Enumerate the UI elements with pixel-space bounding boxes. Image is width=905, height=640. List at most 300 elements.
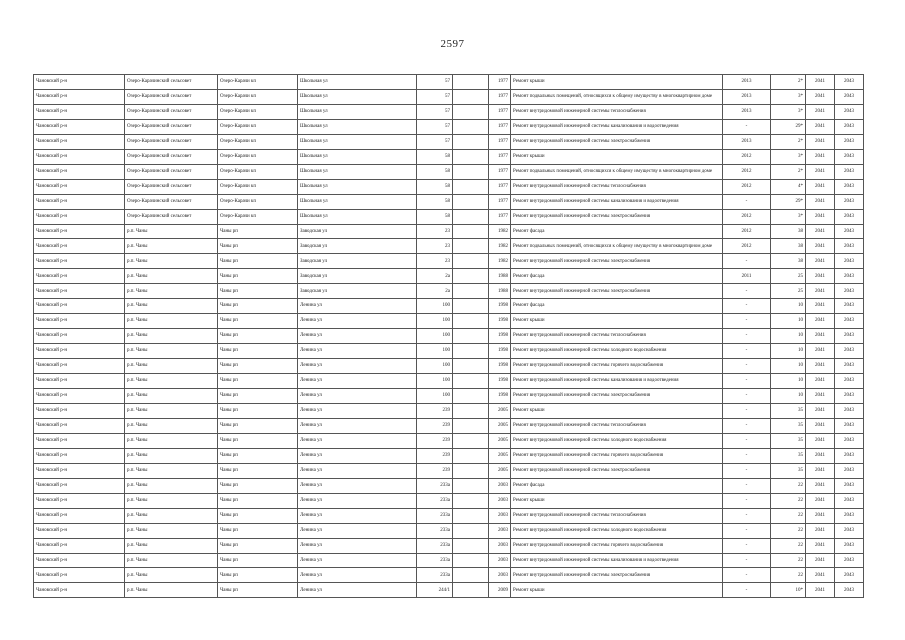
house-number-cell: 100	[417, 299, 453, 314]
house-number-cell: 2a	[417, 284, 453, 299]
building-cell	[453, 299, 489, 314]
build-year-cell: 1977	[489, 194, 511, 209]
last-repair-year-cell: -	[723, 508, 771, 523]
district-cell: Чановский р-н	[34, 418, 125, 433]
municipality-cell: р.п. Чаны	[125, 508, 218, 523]
table-row	[34, 299, 864, 314]
last-repair-year-cell: -	[723, 448, 771, 463]
plan-start-cell: 2041	[806, 478, 835, 493]
district-cell: Чановский р-н	[34, 583, 125, 598]
plan-start-cell: 2041	[806, 104, 835, 119]
plan-start-cell: 2041	[806, 344, 835, 359]
building-cell	[453, 179, 489, 194]
build-year-cell: 2003	[489, 553, 511, 568]
municipality-cell: р.п. Чаны	[125, 493, 218, 508]
locality-cell: Озеро-Карачи кп	[218, 179, 298, 194]
wear-cell: 22	[771, 523, 806, 538]
locality-cell: Чаны рп	[218, 583, 298, 598]
work-type-cell: Ремонт внутридомовой инженерной системы электроснабжения	[511, 568, 723, 583]
table-row	[34, 448, 864, 463]
plan-end-cell: 2043	[835, 359, 864, 374]
locality-cell: Озеро-Карачи кп	[218, 75, 298, 90]
plan-end-cell: 2043	[835, 463, 864, 478]
house-number-cell: 239	[417, 418, 453, 433]
last-repair-year-cell: -	[723, 478, 771, 493]
house-number-cell: 100	[417, 329, 453, 344]
last-repair-year-cell: -	[723, 523, 771, 538]
plan-end-cell: 2043	[835, 209, 864, 224]
street-cell: Школьная ул	[298, 209, 417, 224]
work-type-cell: Ремонт крыши	[511, 314, 723, 329]
locality-cell: Чаны рп	[218, 403, 298, 418]
building-cell	[453, 134, 489, 149]
plan-start-cell: 2041	[806, 119, 835, 134]
locality-cell: Чаны рп	[218, 224, 298, 239]
locality-cell: Чаны рп	[218, 329, 298, 344]
locality-cell: Чаны рп	[218, 254, 298, 269]
street-cell: Ленина ул	[298, 374, 417, 389]
building-cell	[453, 433, 489, 448]
plan-end-cell: 2043	[835, 164, 864, 179]
plan-end-cell: 2043	[835, 224, 864, 239]
build-year-cell: 1977	[489, 75, 511, 90]
work-type-cell: Ремонт внутридомовой инженерной системы горячего водоснабжения	[511, 538, 723, 553]
house-number-cell: 233а	[417, 478, 453, 493]
building-cell	[453, 359, 489, 374]
district-cell: Чановский р-н	[34, 224, 125, 239]
table-row	[34, 254, 864, 269]
building-cell	[453, 403, 489, 418]
last-repair-year-cell: -	[723, 194, 771, 209]
plan-start-cell: 2041	[806, 553, 835, 568]
table-row	[34, 224, 864, 239]
page-number: 2597	[440, 38, 465, 50]
district-cell: Чановский р-н	[34, 239, 125, 254]
table-row	[34, 344, 864, 359]
plan-end-cell: 2043	[835, 179, 864, 194]
district-cell: Чановский р-н	[34, 254, 125, 269]
locality-cell: Озеро-Карачи кп	[218, 209, 298, 224]
table-row	[34, 389, 864, 404]
building-cell	[453, 448, 489, 463]
municipality-cell: р.п. Чаны	[125, 403, 218, 418]
work-type-cell: Ремонт крыши	[511, 149, 723, 164]
district-cell: Чановский р-н	[34, 329, 125, 344]
house-number-cell: 239	[417, 448, 453, 463]
build-year-cell: 1998	[489, 374, 511, 389]
table-row	[34, 75, 864, 90]
build-year-cell: 1998	[489, 389, 511, 404]
plan-start-cell: 2041	[806, 583, 835, 598]
locality-cell: Чаны рп	[218, 433, 298, 448]
table-row	[34, 149, 864, 164]
locality-cell: Озеро-Карачи кп	[218, 119, 298, 134]
table-body	[34, 75, 864, 598]
district-cell: Чановский р-н	[34, 269, 125, 284]
last-repair-year-cell: -	[723, 493, 771, 508]
district-cell: Чановский р-н	[34, 134, 125, 149]
street-cell: Ленина ул	[298, 508, 417, 523]
street-cell: Ленина ул	[298, 523, 417, 538]
wear-cell: 22	[771, 478, 806, 493]
wear-cell: 10	[771, 299, 806, 314]
plan-end-cell: 2043	[835, 134, 864, 149]
wear-cell: 29*	[771, 119, 806, 134]
table-row	[34, 583, 864, 598]
table-row	[34, 239, 864, 254]
build-year-cell: 2009	[489, 583, 511, 598]
last-repair-year-cell: -	[723, 568, 771, 583]
plan-start-cell: 2041	[806, 254, 835, 269]
locality-cell: Чаны рп	[218, 448, 298, 463]
table-row	[34, 209, 864, 224]
district-cell: Чановский р-н	[34, 284, 125, 299]
building-cell	[453, 254, 489, 269]
plan-end-cell: 2043	[835, 523, 864, 538]
district-cell: Чановский р-н	[34, 194, 125, 209]
street-cell: Ленина ул	[298, 568, 417, 583]
wear-cell: 4*	[771, 179, 806, 194]
build-year-cell: 2005	[489, 463, 511, 478]
house-number-cell: 244/1	[417, 583, 453, 598]
plan-end-cell: 2043	[835, 403, 864, 418]
last-repair-year-cell: 2012	[723, 224, 771, 239]
street-cell: Школьная ул	[298, 89, 417, 104]
plan-start-cell: 2041	[806, 75, 835, 90]
build-year-cell: 2005	[489, 433, 511, 448]
house-number-cell: 23	[417, 254, 453, 269]
district-cell: Чановский р-н	[34, 344, 125, 359]
build-year-cell: 2003	[489, 493, 511, 508]
build-year-cell: 1977	[489, 104, 511, 119]
wear-cell: 22	[771, 568, 806, 583]
plan-start-cell: 2041	[806, 239, 835, 254]
locality-cell: Чаны рп	[218, 269, 298, 284]
plan-end-cell: 2043	[835, 374, 864, 389]
work-type-cell: Ремонт внутридомовой инженерной системы теплоснабжения	[511, 418, 723, 433]
locality-cell: Чаны рп	[218, 418, 298, 433]
street-cell: Школьная ул	[298, 75, 417, 90]
district-cell: Чановский р-н	[34, 538, 125, 553]
street-cell: Ленина ул	[298, 448, 417, 463]
building-cell	[453, 583, 489, 598]
district-cell: Чановский р-н	[34, 463, 125, 478]
locality-cell: Чаны рп	[218, 553, 298, 568]
last-repair-year-cell: 2013	[723, 134, 771, 149]
last-repair-year-cell: -	[723, 433, 771, 448]
district-cell: Чановский р-н	[34, 433, 125, 448]
house-number-cell: 239	[417, 463, 453, 478]
last-repair-year-cell: -	[723, 403, 771, 418]
plan-end-cell: 2043	[835, 269, 864, 284]
build-year-cell: 1977	[489, 89, 511, 104]
street-cell: Ленина ул	[298, 478, 417, 493]
build-year-cell: 2003	[489, 508, 511, 523]
table-row	[34, 119, 864, 134]
locality-cell: Озеро-Карачи кп	[218, 89, 298, 104]
house-number-cell: 23	[417, 239, 453, 254]
work-type-cell: Ремонт внутридомовой инженерной системы канализования и водоотведения	[511, 194, 723, 209]
wear-cell: 22	[771, 538, 806, 553]
locality-cell: Чаны рп	[218, 493, 298, 508]
plan-start-cell: 2041	[806, 224, 835, 239]
street-cell: Ленина ул	[298, 359, 417, 374]
work-type-cell: Ремонт фасада	[511, 269, 723, 284]
wear-cell: 29*	[771, 194, 806, 209]
street-cell: Ленина ул	[298, 403, 417, 418]
street-cell: Ленина ул	[298, 538, 417, 553]
municipality-cell: р.п. Чаны	[125, 568, 218, 583]
locality-cell: Чаны рп	[218, 478, 298, 493]
plan-start-cell: 2041	[806, 329, 835, 344]
building-cell	[453, 119, 489, 134]
plan-start-cell: 2041	[806, 433, 835, 448]
table-row	[34, 568, 864, 583]
repair-schedule-table	[33, 74, 864, 598]
table-row	[34, 523, 864, 538]
work-type-cell: Ремонт внутридомовой инженерной системы электроснабжения	[511, 254, 723, 269]
last-repair-year-cell: 2011	[723, 269, 771, 284]
wear-cell: 38	[771, 239, 806, 254]
district-cell: Чановский р-н	[34, 553, 125, 568]
municipality-cell: Озеро-Карачинский сельсовет	[125, 104, 218, 119]
municipality-cell: Озеро-Карачинский сельсовет	[125, 179, 218, 194]
wear-cell: 35	[771, 403, 806, 418]
wear-cell: 25	[771, 269, 806, 284]
table-row	[34, 329, 864, 344]
street-cell: Ленина ул	[298, 344, 417, 359]
street-cell: Ленина ул	[298, 314, 417, 329]
street-cell: Заводская ул	[298, 284, 417, 299]
house-number-cell: 100	[417, 314, 453, 329]
locality-cell: Чаны рп	[218, 374, 298, 389]
plan-start-cell: 2041	[806, 179, 835, 194]
build-year-cell: 1998	[489, 329, 511, 344]
municipality-cell: р.п. Чаны	[125, 433, 218, 448]
street-cell: Ленина ул	[298, 418, 417, 433]
municipality-cell: р.п. Чаны	[125, 553, 218, 568]
house-number-cell: 58	[417, 209, 453, 224]
plan-start-cell: 2041	[806, 403, 835, 418]
building-cell	[453, 209, 489, 224]
build-year-cell: 1977	[489, 164, 511, 179]
district-cell: Чановский р-н	[34, 209, 125, 224]
building-cell	[453, 75, 489, 90]
house-number-cell: 58	[417, 164, 453, 179]
municipality-cell: р.п. Чаны	[125, 359, 218, 374]
build-year-cell: 1988	[489, 284, 511, 299]
wear-cell: 2*	[771, 164, 806, 179]
work-type-cell: Ремонт крыши	[511, 493, 723, 508]
municipality-cell: р.п. Чаны	[125, 239, 218, 254]
municipality-cell: р.п. Чаны	[125, 299, 218, 314]
plan-start-cell: 2041	[806, 374, 835, 389]
house-number-cell: 57	[417, 119, 453, 134]
municipality-cell: Озеро-Карачинский сельсовет	[125, 164, 218, 179]
wear-cell: 25	[771, 284, 806, 299]
locality-cell: Чаны рп	[218, 314, 298, 329]
plan-start-cell: 2041	[806, 209, 835, 224]
building-cell	[453, 314, 489, 329]
work-type-cell: Ремонт внутридомовой инженерной системы теплоснабжения	[511, 104, 723, 119]
locality-cell: Озеро-Карачи кп	[218, 134, 298, 149]
street-cell: Заводская ул	[298, 269, 417, 284]
district-cell: Чановский р-н	[34, 478, 125, 493]
district-cell: Чановский р-н	[34, 359, 125, 374]
house-number-cell: 100	[417, 344, 453, 359]
municipality-cell: р.п. Чаны	[125, 448, 218, 463]
build-year-cell: 1977	[489, 149, 511, 164]
work-type-cell: Ремонт внутридомовой инженерной системы теплоснабжения	[511, 179, 723, 194]
municipality-cell: р.п. Чаны	[125, 583, 218, 598]
last-repair-year-cell: 2013	[723, 89, 771, 104]
municipality-cell: Озеро-Карачинский сельсовет	[125, 75, 218, 90]
wear-cell: 10	[771, 359, 806, 374]
street-cell: Школьная ул	[298, 179, 417, 194]
plan-start-cell: 2041	[806, 523, 835, 538]
last-repair-year-cell: -	[723, 374, 771, 389]
table-row	[34, 553, 864, 568]
plan-end-cell: 2043	[835, 329, 864, 344]
work-type-cell: Ремонт внутридомовой инженерной системы канализования и водоотведения	[511, 119, 723, 134]
wear-cell: 10	[771, 374, 806, 389]
wear-cell: 10	[771, 329, 806, 344]
building-cell	[453, 418, 489, 433]
municipality-cell: р.п. Чаны	[125, 523, 218, 538]
plan-end-cell: 2043	[835, 553, 864, 568]
building-cell	[453, 538, 489, 553]
table-row	[34, 314, 864, 329]
wear-cell: 35	[771, 463, 806, 478]
build-year-cell: 2003	[489, 523, 511, 538]
house-number-cell: 58	[417, 194, 453, 209]
locality-cell: Чаны рп	[218, 568, 298, 583]
plan-end-cell: 2043	[835, 478, 864, 493]
build-year-cell: 1998	[489, 359, 511, 374]
wear-cell: 3*	[771, 209, 806, 224]
last-repair-year-cell: -	[723, 538, 771, 553]
last-repair-year-cell: -	[723, 314, 771, 329]
plan-end-cell: 2043	[835, 344, 864, 359]
municipality-cell: р.п. Чаны	[125, 329, 218, 344]
work-type-cell: Ремонт внутридомовой инженерной системы электроснабжения	[511, 389, 723, 404]
plan-end-cell: 2043	[835, 508, 864, 523]
house-number-cell: 23	[417, 224, 453, 239]
last-repair-year-cell: -	[723, 329, 771, 344]
plan-start-cell: 2041	[806, 269, 835, 284]
plan-end-cell: 2043	[835, 104, 864, 119]
work-type-cell: Ремонт внутридомовой инженерной системы холодного водоснабжения	[511, 433, 723, 448]
work-type-cell: Ремонт внутридомовой инженерной системы теплоснабжения	[511, 329, 723, 344]
plan-end-cell: 2043	[835, 583, 864, 598]
locality-cell: Чаны рп	[218, 359, 298, 374]
plan-end-cell: 2043	[835, 314, 864, 329]
work-type-cell: Ремонт фасада	[511, 224, 723, 239]
plan-end-cell: 2043	[835, 75, 864, 90]
street-cell: Ленина ул	[298, 553, 417, 568]
building-cell	[453, 568, 489, 583]
locality-cell: Чаны рп	[218, 508, 298, 523]
street-cell: Ленина ул	[298, 493, 417, 508]
plan-end-cell: 2043	[835, 284, 864, 299]
locality-cell: Чаны рп	[218, 284, 298, 299]
work-type-cell: Ремонт подвальных помещений, относящихся к общему имуществу в многоквартирном доме	[511, 239, 723, 254]
wear-cell: 10	[771, 389, 806, 404]
table-row	[34, 134, 864, 149]
build-year-cell: 1977	[489, 119, 511, 134]
plan-start-cell: 2041	[806, 194, 835, 209]
building-cell	[453, 553, 489, 568]
wear-cell: 10	[771, 314, 806, 329]
building-cell	[453, 104, 489, 119]
wear-cell: 22	[771, 493, 806, 508]
house-number-cell: 100	[417, 359, 453, 374]
work-type-cell: Ремонт внутридомовой инженерной системы горячего водоснабжения	[511, 359, 723, 374]
district-cell: Чановский р-н	[34, 149, 125, 164]
plan-end-cell: 2043	[835, 119, 864, 134]
work-type-cell: Ремонт крыши	[511, 403, 723, 418]
build-year-cell: 1982	[489, 254, 511, 269]
house-number-cell: 57	[417, 134, 453, 149]
work-type-cell: Ремонт внутридомовой инженерной системы электроснабжения	[511, 209, 723, 224]
building-cell	[453, 508, 489, 523]
district-cell: Чановский р-н	[34, 493, 125, 508]
district-cell: Чановский р-н	[34, 299, 125, 314]
municipality-cell: р.п. Чаны	[125, 269, 218, 284]
district-cell: Чановский р-н	[34, 523, 125, 538]
table-row	[34, 194, 864, 209]
house-number-cell: 233а	[417, 568, 453, 583]
house-number-cell: 233а	[417, 523, 453, 538]
building-cell	[453, 89, 489, 104]
wear-cell: 3*	[771, 149, 806, 164]
municipality-cell: р.п. Чаны	[125, 478, 218, 493]
work-type-cell: Ремонт подвальных помещений, относящихся к общему имуществу в многоквартирном доме	[511, 89, 723, 104]
work-type-cell: Ремонт внутридомовой инженерной системы электроснабжения	[511, 134, 723, 149]
plan-end-cell: 2043	[835, 239, 864, 254]
wear-cell: 38	[771, 254, 806, 269]
table-row	[34, 478, 864, 493]
work-type-cell: Ремонт внутридомовой инженерной системы горячего водоснабжения	[511, 448, 723, 463]
last-repair-year-cell: -	[723, 463, 771, 478]
municipality-cell: р.п. Чаны	[125, 418, 218, 433]
build-year-cell: 1988	[489, 269, 511, 284]
building-cell	[453, 149, 489, 164]
locality-cell: Чаны рп	[218, 389, 298, 404]
building-cell	[453, 239, 489, 254]
build-year-cell: 1998	[489, 344, 511, 359]
locality-cell: Чаны рп	[218, 538, 298, 553]
work-type-cell: Ремонт крыши	[511, 583, 723, 598]
building-cell	[453, 493, 489, 508]
building-cell	[453, 344, 489, 359]
house-number-cell: 233а	[417, 508, 453, 523]
house-number-cell: 233а	[417, 538, 453, 553]
house-number-cell: 57	[417, 89, 453, 104]
house-number-cell: 239	[417, 433, 453, 448]
street-cell: Заводская ул	[298, 239, 417, 254]
table-row	[34, 418, 864, 433]
plan-start-cell: 2041	[806, 134, 835, 149]
work-type-cell: Ремонт подвальных помещений, относящихся к общему имуществу в многоквартирном доме	[511, 164, 723, 179]
plan-end-cell: 2043	[835, 448, 864, 463]
district-cell: Чановский р-н	[34, 89, 125, 104]
last-repair-year-cell: 2012	[723, 179, 771, 194]
building-cell	[453, 523, 489, 538]
build-year-cell: 2005	[489, 448, 511, 463]
wear-cell: 10*	[771, 583, 806, 598]
plan-start-cell: 2041	[806, 314, 835, 329]
